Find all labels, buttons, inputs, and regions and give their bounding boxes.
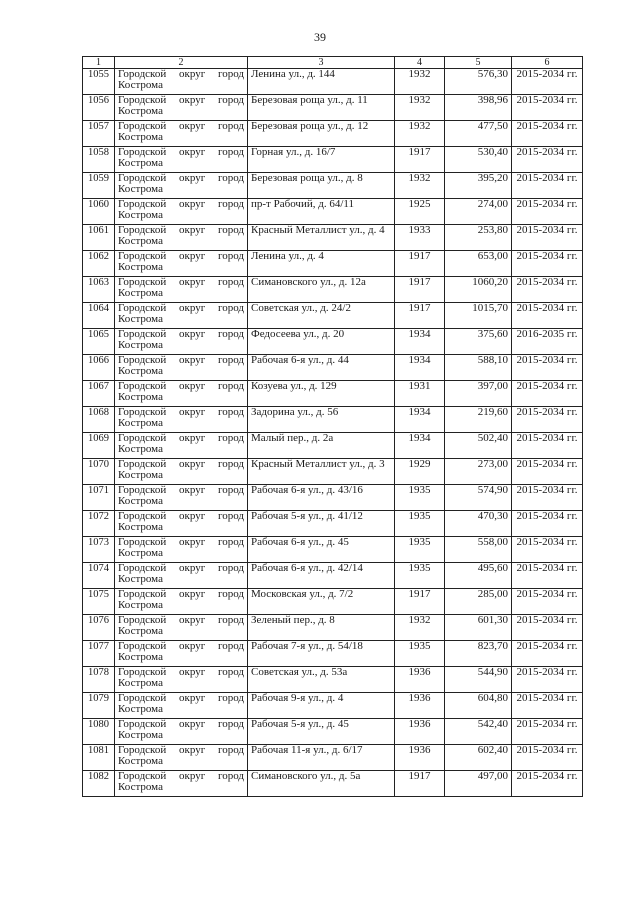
municipality-cell: Городской округ город Кострома <box>115 745 248 771</box>
year-cell: 1925 <box>395 199 445 225</box>
address-cell: Рабочая 6-я ул., д. 42/14 <box>248 563 395 589</box>
table-body <box>83 69 583 797</box>
area-cell: 604,80 <box>445 693 512 719</box>
municipality-cell: Городской округ город Кострома <box>115 147 248 173</box>
table-row <box>83 641 583 667</box>
municipality-cell: Городской округ город Кострома <box>115 121 248 147</box>
row-number-cell: 1068 <box>83 407 115 433</box>
year-cell: 1932 <box>395 615 445 641</box>
housing-table <box>82 56 583 797</box>
year-cell: 1935 <box>395 485 445 511</box>
year-cell: 1934 <box>395 407 445 433</box>
municipality-cell: Городской округ город Кострома <box>115 589 248 615</box>
address-cell: Рабочая 6-я ул., д. 44 <box>248 355 395 381</box>
municipality-cell: Городской округ город Кострома <box>115 225 248 251</box>
area-cell: 395,20 <box>445 173 512 199</box>
row-number-cell: 1061 <box>83 225 115 251</box>
municipality-cell: Городской округ город Кострома <box>115 459 248 485</box>
table-row <box>83 771 583 797</box>
year-cell: 1917 <box>395 771 445 797</box>
row-number-cell: 1065 <box>83 329 115 355</box>
table-row <box>83 355 583 381</box>
area-cell: 219,60 <box>445 407 512 433</box>
year-cell: 1933 <box>395 225 445 251</box>
table-row <box>83 719 583 745</box>
municipality-cell: Городской округ город Кострома <box>115 303 248 329</box>
area-cell: 253,80 <box>445 225 512 251</box>
year-cell: 1917 <box>395 589 445 615</box>
area-cell: 558,00 <box>445 537 512 563</box>
table-row <box>83 277 583 303</box>
municipality-cell: Городской округ город Кострома <box>115 719 248 745</box>
address-cell: Задорина ул., д. 56 <box>248 407 395 433</box>
year-cell: 1932 <box>395 69 445 95</box>
column-header: 5 <box>445 57 512 69</box>
period-cell: 2015-2034 гг. <box>512 589 583 615</box>
period-cell: 2015-2034 гг. <box>512 771 583 797</box>
address-cell: Рабочая 5-я ул., д. 41/12 <box>248 511 395 537</box>
municipality-cell: Городской округ город Кострома <box>115 277 248 303</box>
municipality-cell: Городской округ город Кострома <box>115 381 248 407</box>
table-row <box>83 95 583 121</box>
year-cell: 1917 <box>395 277 445 303</box>
table-row <box>83 511 583 537</box>
year-cell: 1935 <box>395 511 445 537</box>
period-cell: 2015-2034 гг. <box>512 147 583 173</box>
period-cell: 2015-2034 гг. <box>512 511 583 537</box>
period-cell: 2015-2034 гг. <box>512 225 583 251</box>
row-number-cell: 1078 <box>83 667 115 693</box>
year-cell: 1917 <box>395 147 445 173</box>
year-cell: 1934 <box>395 355 445 381</box>
year-cell: 1936 <box>395 745 445 771</box>
row-number-cell: 1079 <box>83 693 115 719</box>
table-row <box>83 485 583 511</box>
municipality-cell: Городской округ город Кострома <box>115 329 248 355</box>
municipality-cell: Городской округ город Кострома <box>115 771 248 797</box>
address-cell: Горная ул., д. 16/7 <box>248 147 395 173</box>
row-number-cell: 1055 <box>83 69 115 95</box>
address-cell: Рабочая 11-я ул., д. 6/17 <box>248 745 395 771</box>
row-number-cell: 1064 <box>83 303 115 329</box>
area-cell: 602,40 <box>445 745 512 771</box>
address-cell: Козуева ул., д. 129 <box>248 381 395 407</box>
row-number-cell: 1071 <box>83 485 115 511</box>
table-row <box>83 199 583 225</box>
municipality-cell: Городской округ город Кострома <box>115 199 248 225</box>
area-cell: 544,90 <box>445 667 512 693</box>
period-cell: 2015-2034 гг. <box>512 251 583 277</box>
row-number-cell: 1063 <box>83 277 115 303</box>
period-cell: 2015-2034 гг. <box>512 381 583 407</box>
column-header: 3 <box>248 57 395 69</box>
address-cell: Рабочая 9-я ул., д. 4 <box>248 693 395 719</box>
address-cell: Рабочая 6-я ул., д. 45 <box>248 537 395 563</box>
table-row <box>83 615 583 641</box>
address-cell: Малый пер., д. 2а <box>248 433 395 459</box>
year-cell: 1932 <box>395 173 445 199</box>
period-cell: 2015-2034 гг. <box>512 407 583 433</box>
area-cell: 1060,20 <box>445 277 512 303</box>
municipality-cell: Городской округ город Кострома <box>115 511 248 537</box>
municipality-cell: Городской округ город Кострома <box>115 485 248 511</box>
period-cell: 2015-2034 гг. <box>512 277 583 303</box>
row-number-cell: 1081 <box>83 745 115 771</box>
year-cell: 1934 <box>395 433 445 459</box>
table-row <box>83 745 583 771</box>
year-cell: 1932 <box>395 121 445 147</box>
municipality-cell: Городской округ город Кострома <box>115 355 248 381</box>
year-cell: 1931 <box>395 381 445 407</box>
table-row <box>83 459 583 485</box>
municipality-cell: Городской округ город Кострома <box>115 433 248 459</box>
municipality-cell: Городской округ город Кострома <box>115 95 248 121</box>
period-cell: 2015-2034 гг. <box>512 485 583 511</box>
municipality-cell: Городской округ город Кострома <box>115 667 248 693</box>
column-header: 4 <box>395 57 445 69</box>
row-number-cell: 1075 <box>83 589 115 615</box>
period-cell: 2015-2034 гг. <box>512 433 583 459</box>
row-number-cell: 1060 <box>83 199 115 225</box>
row-number-cell: 1080 <box>83 719 115 745</box>
area-cell: 502,40 <box>445 433 512 459</box>
area-cell: 542,40 <box>445 719 512 745</box>
address-cell: Березовая роща ул., д. 12 <box>248 121 395 147</box>
area-cell: 588,10 <box>445 355 512 381</box>
row-number-cell: 1069 <box>83 433 115 459</box>
year-cell: 1917 <box>395 251 445 277</box>
address-cell: Симановского ул., д. 5а <box>248 771 395 797</box>
column-number-row <box>83 57 583 69</box>
address-cell: Ленина ул., д. 4 <box>248 251 395 277</box>
area-cell: 477,50 <box>445 121 512 147</box>
address-cell: Ленина ул., д. 144 <box>248 69 395 95</box>
period-cell: 2015-2034 гг. <box>512 95 583 121</box>
period-cell: 2015-2034 гг. <box>512 459 583 485</box>
address-cell: Красный Металлист ул., д. 3 <box>248 459 395 485</box>
address-cell: Федосеева ул., д. 20 <box>248 329 395 355</box>
area-cell: 601,30 <box>445 615 512 641</box>
table-row <box>83 121 583 147</box>
address-cell: Красный Металлист ул., д. 4 <box>248 225 395 251</box>
table-row <box>83 381 583 407</box>
row-number-cell: 1070 <box>83 459 115 485</box>
address-cell: Зеленый пер., д. 8 <box>248 615 395 641</box>
area-cell: 397,00 <box>445 381 512 407</box>
page-number: 39 <box>314 30 326 44</box>
address-cell: Московская ул., д. 7/2 <box>248 589 395 615</box>
row-number-cell: 1073 <box>83 537 115 563</box>
period-cell: 2015-2034 гг. <box>512 173 583 199</box>
address-cell: Советская ул., д. 24/2 <box>248 303 395 329</box>
period-cell: 2015-2034 гг. <box>512 69 583 95</box>
municipality-cell: Городской округ город Кострома <box>115 693 248 719</box>
table-row <box>83 537 583 563</box>
area-cell: 1015,70 <box>445 303 512 329</box>
municipality-cell: Городской округ город Кострома <box>115 173 248 199</box>
address-cell: Рабочая 7-я ул., д. 54/18 <box>248 641 395 667</box>
period-cell: 2015-2034 гг. <box>512 199 583 225</box>
table-row <box>83 303 583 329</box>
row-number-cell: 1076 <box>83 615 115 641</box>
table-row <box>83 407 583 433</box>
period-cell: 2015-2034 гг. <box>512 641 583 667</box>
period-cell: 2015-2034 гг. <box>512 563 583 589</box>
period-cell: 2015-2034 гг. <box>512 303 583 329</box>
address-cell: Рабочая 6-я ул., д. 43/16 <box>248 485 395 511</box>
area-cell: 574,90 <box>445 485 512 511</box>
row-number-cell: 1077 <box>83 641 115 667</box>
area-cell: 497,00 <box>445 771 512 797</box>
table-row <box>83 589 583 615</box>
year-cell: 1932 <box>395 95 445 121</box>
area-cell: 398,96 <box>445 95 512 121</box>
period-cell: 2015-2034 гг. <box>512 355 583 381</box>
period-cell: 2015-2034 гг. <box>512 667 583 693</box>
municipality-cell: Городской округ город Кострома <box>115 407 248 433</box>
year-cell: 1935 <box>395 537 445 563</box>
period-cell: 2015-2034 гг. <box>512 693 583 719</box>
year-cell: 1917 <box>395 303 445 329</box>
period-cell: 2015-2034 гг. <box>512 745 583 771</box>
table-row <box>83 251 583 277</box>
column-header: 6 <box>512 57 583 69</box>
municipality-cell: Городской округ город Кострома <box>115 537 248 563</box>
row-number-cell: 1062 <box>83 251 115 277</box>
municipality-cell: Городской округ город Кострома <box>115 615 248 641</box>
table-row <box>83 563 583 589</box>
year-cell: 1936 <box>395 667 445 693</box>
period-cell: 2016-2035 гг. <box>512 329 583 355</box>
area-cell: 530,40 <box>445 147 512 173</box>
area-cell: 274,00 <box>445 199 512 225</box>
table-row <box>83 69 583 95</box>
table-row <box>83 329 583 355</box>
address-cell: Березовая роща ул., д. 8 <box>248 173 395 199</box>
year-cell: 1936 <box>395 693 445 719</box>
address-cell: Симановского ул., д. 12а <box>248 277 395 303</box>
period-cell: 2015-2034 гг. <box>512 121 583 147</box>
municipality-cell: Городской округ город Кострома <box>115 69 248 95</box>
address-cell: Советская ул., д. 53а <box>248 667 395 693</box>
row-number-cell: 1072 <box>83 511 115 537</box>
area-cell: 285,00 <box>445 589 512 615</box>
row-number-cell: 1059 <box>83 173 115 199</box>
address-cell: Березовая роща ул., д. 11 <box>248 95 395 121</box>
area-cell: 375,60 <box>445 329 512 355</box>
row-number-cell: 1057 <box>83 121 115 147</box>
address-cell: пр-т Рабочий, д. 64/11 <box>248 199 395 225</box>
year-cell: 1929 <box>395 459 445 485</box>
period-cell: 2015-2034 гг. <box>512 615 583 641</box>
year-cell: 1935 <box>395 563 445 589</box>
row-number-cell: 1066 <box>83 355 115 381</box>
row-number-cell: 1067 <box>83 381 115 407</box>
column-header: 2 <box>115 57 248 69</box>
row-number-cell: 1058 <box>83 147 115 173</box>
column-header: 1 <box>83 57 115 69</box>
area-cell: 823,70 <box>445 641 512 667</box>
area-cell: 273,00 <box>445 459 512 485</box>
area-cell: 470,30 <box>445 511 512 537</box>
area-cell: 653,00 <box>445 251 512 277</box>
municipality-cell: Городской округ город Кострома <box>115 563 248 589</box>
row-number-cell: 1082 <box>83 771 115 797</box>
area-cell: 576,30 <box>445 69 512 95</box>
area-cell: 495,60 <box>445 563 512 589</box>
table-row <box>83 147 583 173</box>
row-number-cell: 1056 <box>83 95 115 121</box>
table-row <box>83 693 583 719</box>
table-row <box>83 173 583 199</box>
municipality-cell: Городской округ город Кострома <box>115 641 248 667</box>
year-cell: 1936 <box>395 719 445 745</box>
table-row <box>83 225 583 251</box>
period-cell: 2015-2034 гг. <box>512 719 583 745</box>
period-cell: 2015-2034 гг. <box>512 537 583 563</box>
year-cell: 1934 <box>395 329 445 355</box>
table-row <box>83 667 583 693</box>
address-cell: Рабочая 5-я ул., д. 45 <box>248 719 395 745</box>
row-number-cell: 1074 <box>83 563 115 589</box>
year-cell: 1935 <box>395 641 445 667</box>
table-row <box>83 433 583 459</box>
municipality-cell: Городской округ город Кострома <box>115 251 248 277</box>
